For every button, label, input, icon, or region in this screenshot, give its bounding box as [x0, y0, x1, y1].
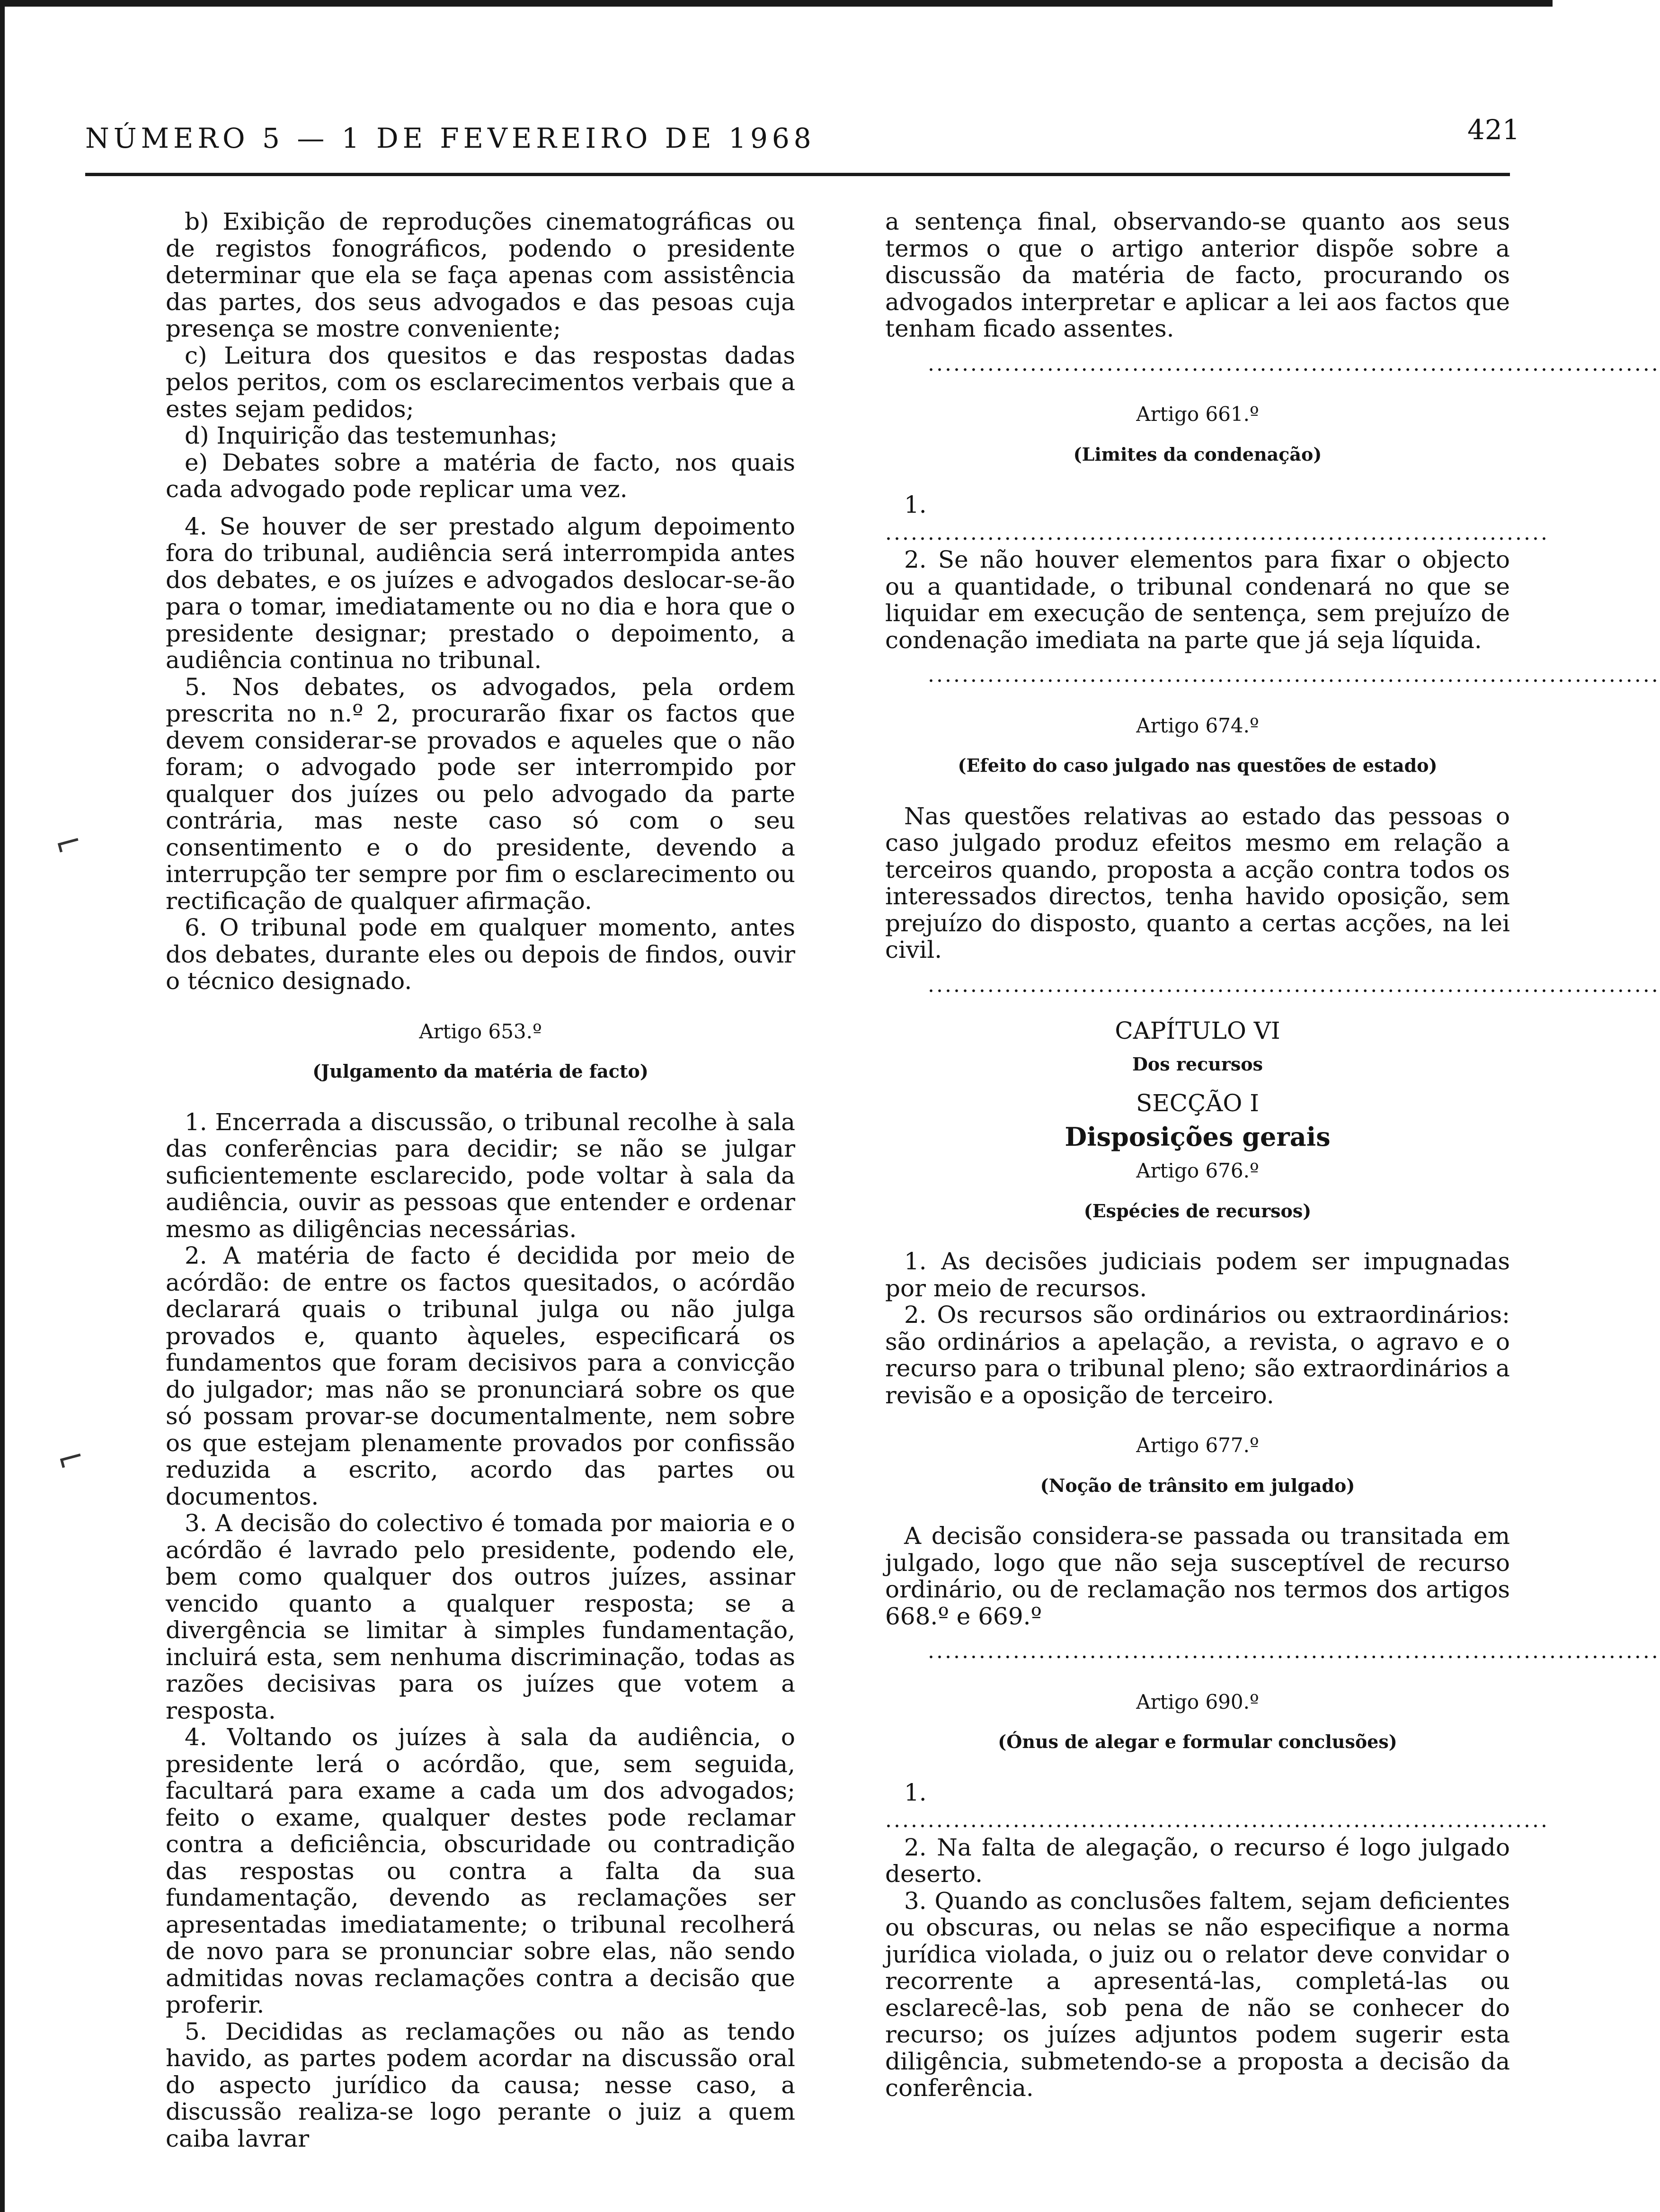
- right-column: [885, 208, 1660, 2102]
- article-653-item-2: 2. A matéria de facto é decidida por meio de acórdão: de entre os factos quesitados, o acórdão declarará quais o tribunal julga ou não julga provados e, quanto àqueles, especificará os fundamentos que foram decisivos para a convicção do julgador; mas não se pronunciará sobre os que só possam provar-se documentalmente, nem sobre os que estejam plenamente provados por confissão reduzida a escrito, acordo das partes ou documentos.: [166, 1242, 795, 1510]
- article-690-item-3: 3. Quando as conclusões faltem, sejam deficientes ou obscuras, ou nelas se não especifique a norma jurídica violada, o juiz ou o relator deve convidar o recorrente a apresentá-las, completá-las ou esclarecê-las, sob pena de não se conhecer do recurso; os juízes adjuntos podem sugerir esta diligência, submetendo-se a proposta a decisão da conferência.: [885, 1887, 1510, 2102]
- article-661-heading: Artigo 661.º: [1136, 402, 1259, 426]
- page-left-border: [0, 0, 5, 2212]
- article-690-heading: Artigo 690.º: [1136, 1690, 1259, 1713]
- paragraph-6: 6. O tribunal pode em qualquer momento, antes dos debates, durante eles ou depois de findos, ouvir o técnico designado.: [166, 914, 795, 995]
- paragraph-d: d) Inquirição das testemunhas;: [185, 422, 558, 449]
- article-676-heading: Artigo 676.º: [1136, 1159, 1259, 1182]
- header-rule: [85, 173, 1510, 176]
- article-677-heading: Artigo 677.º: [1136, 1434, 1259, 1457]
- continued-paragraph: a sentença final, observando-se quanto aos seus termos o que o artigo anterior dispõe sobre a discussão da matéria de facto, procurando os advogados interpretar e aplicar a lei aos factos que tenham ficado assentes.: [885, 208, 1510, 342]
- paragraph-4: 4. Se houver de ser prestado algum depoimento fora do tribunal, audiência será interrompida antes dos debates, e os juízes e advogados deslocar-se-ão para o tomar, imediatamente ou no dia e hora que o presidente designar; prestado o depoimento, a audiência continua no tribunal.: [166, 512, 795, 674]
- article-661-item-1: 1. ..............................................................................: [885, 491, 1549, 545]
- article-661-item-2: 2. Se não houver elementos para fixar o objecto ou a quantidade, o tribunal condenará no que se liquidar em execução de sentença, sem prejuízo de condenação imediata na parte que já seja líquida.: [885, 546, 1510, 654]
- paragraph-5: 5. Nos debates, os advogados, pela ordem prescrita no n.º 2, procurarão fixar os factos que devem considerar-se provados e aqueles que o não foram; o advogado pode ser interrompido por qualquer dos juízes ou pelo advogado da parte contrária, mas neste caso só com o seu consentimento e o do presidente, devendo a interrupção ter sempre por fim o esclarecimento ou rectificação de qualquer afirmação.: [166, 673, 795, 915]
- paragraph-e: e) Debates sobre a matéria de facto, nos quais cada advogado pode replicar uma vez.: [166, 448, 795, 503]
- chapter-heading: CAPÍTULO VI: [1115, 1017, 1280, 1044]
- article-653-item-3: 3. A decisão do colectivo é tomada por maioria e o acórdão é lavrado pelo presidente, podendo ele, bem como qualquer dos outros juízes, assinar vencido quanto a qualquer resposta; se a divergência se limitar à simples fundamentação, incluirá esta, sem nenhuma discriminação, todas as razões decisivas para os juízes que votem a resposta.: [166, 1509, 795, 1724]
- ellipsis-line: ......................................................................................: [928, 351, 1660, 376]
- margin-mark: ⌐: [50, 821, 87, 866]
- article-674-title: (Efeito do caso julgado nas questões de estado): [958, 755, 1438, 776]
- article-661-title: (Limites da condenação): [1073, 443, 1322, 465]
- paragraph-c: c) Leitura dos quesitos e das respostas dadas pelos peritos, com os esclarecimentos verbais que a estes sejam pedidos;: [166, 341, 795, 423]
- article-674-text: Nas questões relativas ao estado das pessoas o caso julgado produz efeitos mesmo em relação a terceiros quando, proposta a acção contra todos os interessados directos, tenha havido oposição, sem prejuízo do disposto, quanto a certas acções, na lei civil.: [885, 802, 1510, 963]
- issue-header: NÚMERO 5 — 1 DE FEVEREIRO DE 1968: [85, 122, 816, 154]
- article-677-text: A decisão considera-se passada ou transitada em julgado, logo que não seja susceptível de recurso ordinário, ou de reclamação nos termos dos artigos 668.º e 669.º: [885, 1522, 1510, 1630]
- article-690-title: (Ónus de alegar e formular conclusões): [998, 1731, 1397, 1752]
- article-653-title: (Julgamento da matéria de facto): [312, 1061, 648, 1082]
- left-column: [166, 208, 795, 2152]
- article-674-heading: Artigo 674.º: [1136, 714, 1259, 737]
- article-653-heading: Artigo 653.º: [419, 1019, 542, 1043]
- section-heading: SECÇÃO I: [1136, 1089, 1259, 1117]
- ellipsis-line: ......................................................................................: [928, 972, 1660, 997]
- margin-mark: ⌐: [52, 1436, 89, 1481]
- ellipsis-line: ......................................................................................: [928, 1639, 1660, 1663]
- page-top-border: [0, 0, 1553, 7]
- article-653-item-1: 1. Encerrada a discussão, o tribunal recolhe à sala das conferências para decidir; se não se julgar suficientemente esclarecido, pode voltar à sala da audiência, ouvir as pessoas que entender e ordenar mesmo as diligências necessárias.: [166, 1108, 795, 1243]
- page-number: 421: [1467, 114, 1520, 146]
- article-653-item-4: 4. Voltando os juízes à sala da audiência, o presidente lerá o acórdão, que, sem seguida, facultará para exame a cada um dos advogados; feito o exame, qualquer destes pode reclamar contra a deficiência, obscuridade ou contradição das respostas ou contra a falta da sua fundamentação, devendo as reclamações ser apresentadas imediatamente; o tribunal recolherá de novo para se pronunciar sobre elas, não sendo admitidas novas reclamações contra a decisão que proferir.: [166, 1723, 795, 2018]
- ellipsis-line: ......................................................................................: [928, 663, 1660, 687]
- article-690-item-1: 1. ..............................................................................: [885, 1778, 1549, 1832]
- article-676-title: (Espécies de recursos): [1083, 1200, 1312, 1222]
- article-676-item-1: 1. As decisões judiciais podem ser impugnadas por meio de recursos.: [885, 1248, 1510, 1302]
- article-653-item-5: 5. Decididas as reclamações ou não as tendo havido, as partes podem acordar na discussão oral do aspecto jurídico da causa; nesse caso, a discussão realiza-se logo perante o juiz a quem caiba lavrar: [166, 2017, 795, 2152]
- chapter-title: Dos recursos: [1132, 1053, 1263, 1075]
- section-title: Disposições gerais: [1065, 1121, 1331, 1152]
- paragraph-b: b) Exibição de reproduções cinematográficas ou de registos fonográficos, podendo o presidente determinar que ela se faça apenas com assistência das partes, dos seus advogados e das pesoas cuja presença se mostre conveniente;: [166, 208, 795, 342]
- article-676-item-2: 2. Os recursos são ordinários ou extraordinários: são ordinários a apelação, a revista, o agravo e o recurso para o tribunal pleno; são extraordinários a revisão e a oposição de terceiro.: [885, 1301, 1510, 1409]
- article-677-title: (Noção de trânsito em julgado): [1040, 1474, 1355, 1496]
- article-690-item-2: 2. Na falta de alegação, o recurso é logo julgado deserto.: [885, 1833, 1510, 1888]
